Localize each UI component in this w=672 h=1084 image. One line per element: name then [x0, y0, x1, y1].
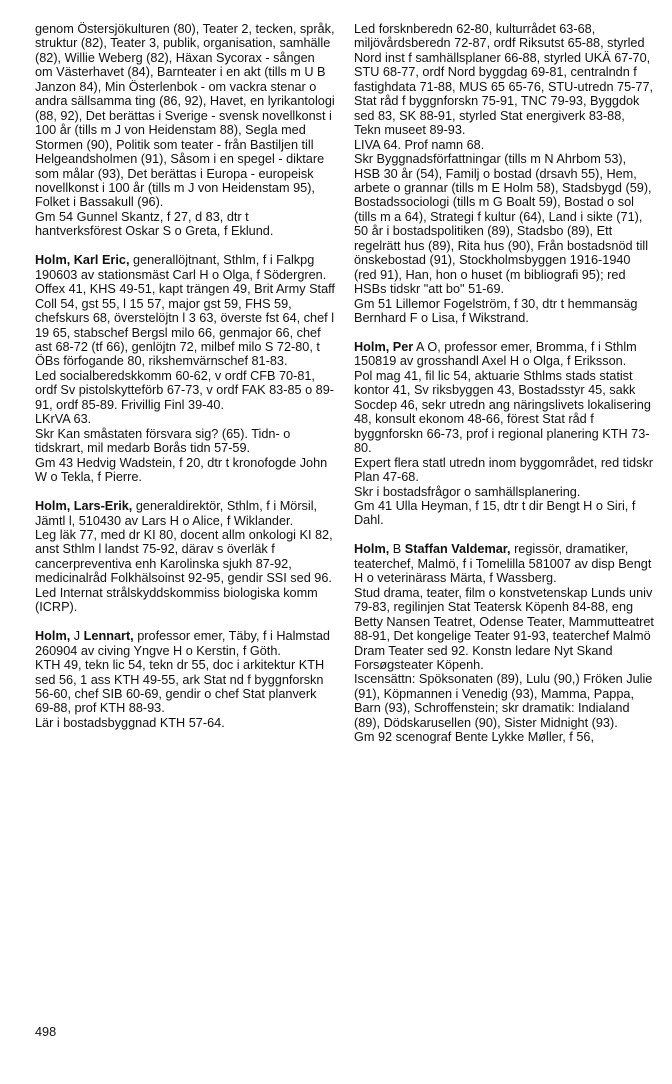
entry-holm-lars-erik [35, 499, 335, 615]
entry-holm-j-lennart [35, 629, 335, 730]
entry-continued-left [35, 22, 335, 239]
entry-heading [354, 542, 654, 585]
entry-paragraph: Led forsknberedn 62-80, kulturrådet 63-68, miljövårdsberedn 72-87, ordf Riksutst 65-88, styrled Nord inst f samhällsplaner 66-88, styrled UKÄ 67-70, STU 68-77, ordf Nord byggdag 69-81, centralndn f fastighdata 71-88, MUS 65 65-76, STU-utredn 75-77, Stat råd f byggnforskn 75-91, TNC 79-93, Byggdok sed 83, SK 88-91, styrled Stat energiverk 83-88, Tekn museet 89-93. [354, 22, 654, 138]
entry-paragraph: LKrVA 63. [35, 412, 92, 427]
entry-name: Holm, Karl Eric, [35, 253, 130, 268]
entry-name: Holm, Per [354, 340, 414, 355]
entry-heading [35, 253, 335, 282]
entry-paragraph: genom Östersjökulturen (80), Teater 2, tecken, språk, struktur (82), Teater 3, publik, organisation, samhälle (82), Willie Weberg (82), Häxan Sycorax - sången om Västerhavet (84), Barnteater i en akt (tills m U B Janzon 84), Min Österlenbok - om vackra stenar o andra sällsamma ting (86, 92), Havet, en lyrikantologi (88, 92), Det berättas i Sverige - svensk novellkonst i 100 år (tills m J von Heidenstam 88), Segla med Stormen (90), Politik som teater - från Bastiljen till Helgeandsholmen (91), Såsom i en spegel - diktare som målar (93), Det berättas i Europa - europeisk novellkonst i 100 år (tills m J von Heidenstam 95), Folket i Bassakull (96). [35, 22, 335, 210]
entry-paragraph: Stud drama, teater, film o konstvetenskap Lunds univ 79-83, regilinjen Stat Teatersk Köpenh 84-88, eng Betty Nansen Teatret, Odense Teater, Mammutteatret 88-91, Det kongelige Teater 91-93, teaterchef Malmö Dram Teater sed 92. Konstn ledare Nyt Skand Forsøgsteater Köpenh. [354, 585, 654, 673]
entry-paragraph: Gm 41 Ulla Heyman, f 15, dtr t dir Bengt H o Siri, f Dahl. [354, 499, 636, 528]
entry-name: Holm, [35, 629, 71, 644]
entry-paragraph: Leg läk 77, med dr KI 80, docent allm onkologi KI 82, anst Sthlm l landst 75-92, därav s överläk f cancerpreventiva enh Karolinska sjukh 87-92, medicinalråd Folkhälsoinst 92-95, gendir SSI sed 96. Led Internat strålskyddskommiss biologiska komm (ICRP). [35, 527, 333, 615]
entry-paragraph: Pol mag 41, fil lic 54, aktuarie Sthlms stads statist kontor 41, Sv riksbyggen 43, Bostadsstyr 45, sakk Socdep 46, sekr utredn ang näringslivets lokalisering 48, konsult ekonom 48-66, förest Stat råd f byggnforskn 66-73, prof i regional planering KTH 73-80. [354, 368, 651, 456]
entry-paragraph: Gm 43 Hedvig Wadstein, f 20, dtr t kronofogde John W o Tekla, f Pierre. [35, 455, 328, 485]
entry-name: Holm, [354, 542, 390, 557]
entry-paragraph: Expert flera statl utredn inom byggområdet, red tidskr Plan 47-68. [354, 455, 653, 485]
entry-paragraph: LIVA 64. Prof namn 68. [354, 137, 485, 152]
entry-paragraph: Gm 92 scenograf Bente Lykke Møller, f 56, [354, 730, 594, 745]
entry-paragraph: Skr Byggnadsförfattningar (tills m N Ahrbom 53), HSB 30 år (54), Familj o bostad (drsavh 55), Hem, arbete o grannar (tills m E Holm 58), Stadsbygd (59), Bostadssociologi (tills m G Boalt 59), Bostad o sol (tills m a 64), Strategi f kultur (64), Land i sikte (71), 50 år i bostadspolitiken (89), Stadsbo (89), Ett regelrätt hus (89), Rita hus (90), Från bostadsnöd till önskebostad (91), Stockholmsbyggen 1916-1940 (red 91), Han, hon o huset (m bibliografi 95); red HSBs tidskr "att bo" 51-69. [354, 152, 652, 297]
entry-intro: generallöjtnant, Sthlm, f i Falkpg 190603 av stationsmäst Carl H o Olga, f Södergren. [35, 253, 327, 282]
entry-paragraph: Gm 51 Lillemor Fogelström, f 30, dtr t hemmansäg Bernhard F o Lisa, f Wikstrand. [354, 296, 638, 326]
entry-heading [35, 499, 335, 528]
entry-intro: A O, professor emer, Bromma, f i Sthlm 150819 av grosshandl Axel H o Olga, f Eriksson. [354, 340, 637, 369]
entry-intro: regissör, dramatiker, teaterchef, Malmö, f i Tomelilla 581007 av disp Bengt H o veterinärass Märta, f Wassberg. [354, 542, 652, 586]
entry-holm-staffan [354, 542, 654, 744]
entry-paragraph: KTH 49, tekn lic 54, tekn dr 55, doc i arkitektur KTH sed 56, 1 ass KTH 49-55, ark Stat nd f byggnforskn 56-60, chef SIB 60-69, gendir o chef Stat planverk 69-88, prof KTH 88-93. [35, 658, 325, 716]
entry-paragraph: Iscensättn: Spöksonaten (89), Lulu (90,) Fröken Julie (91), Köpmannen i Venedig (93), Mamma, Pappa, Barn (93), Schroffenstein; skr dramatik: Indialand (89), Dödskarusellen (90), Sister Midnight (93). [354, 672, 653, 730]
entry-intro: generaldirektör, Sthlm, f i Mörsil, Jämtl l, 510430 av Lars H o Alice, f Wiklander. [35, 499, 318, 528]
entry-paragraph: Offex 41, KHS 49-51, kapt trängen 49, Brit Army Staff Coll 54, gst 55, l 15 57, major gst 59, FHS 59, chefskurs 68, överstelöjtn l 3 63, överste fst 64, chef l 19 65, stabschef Bergsl milo 66, genmajor 66, chef ast 68-72 (tf 66), genlöjtn 72, milbef milo S 72-80, t ÖBs förfogande 80, rikshemvärnschef 81-83. [35, 282, 335, 369]
entry-name: Holm, Lars-Erik, [35, 499, 133, 514]
entry-intro: professor emer, Täby, f i Halmstad 260904 av civing Yngve H o Kerstin, f Göth. [35, 629, 330, 658]
entry-continued-right [354, 22, 654, 326]
entry-name-middle: J [70, 629, 84, 644]
right-column [354, 22, 654, 745]
page-number: 498 [35, 1025, 57, 1039]
entry-heading [354, 340, 654, 369]
entry-holm-per [354, 340, 654, 528]
entry-name-middle: B [389, 542, 405, 557]
entry-paragraph: Led socialberedskkomm 60-62, v ordf CFB 70-81, ordf Sv pistolskytteförb 67-73, v ordf FAK 83-85 o 89-91, ordf 85-89. Frivillig Finl 39-40. [35, 368, 335, 412]
entry-paragraph: Skr i bostadsfrågor o samhällsplanering. [354, 484, 581, 499]
entry-holm-karl-eric [35, 253, 335, 484]
entry-paragraph: Skr Kan småstaten försvara sig? (65). Tidn- o tidskrart, mil medarb Borås tidn 57-59. [35, 426, 291, 456]
entry-heading [35, 629, 335, 658]
left-column [35, 22, 335, 730]
entry-name-given: Staffan Valdemar, [404, 542, 511, 557]
entry-paragraph: Lär i bostadsbyggnad KTH 57-64. [35, 715, 225, 730]
entry-paragraph: Gm 54 Gunnel Skantz, f 27, d 83, dtr t hantverksförest Oskar S o Greta, f Eklund. [35, 209, 274, 239]
entry-name-given: Lennart, [83, 629, 134, 644]
